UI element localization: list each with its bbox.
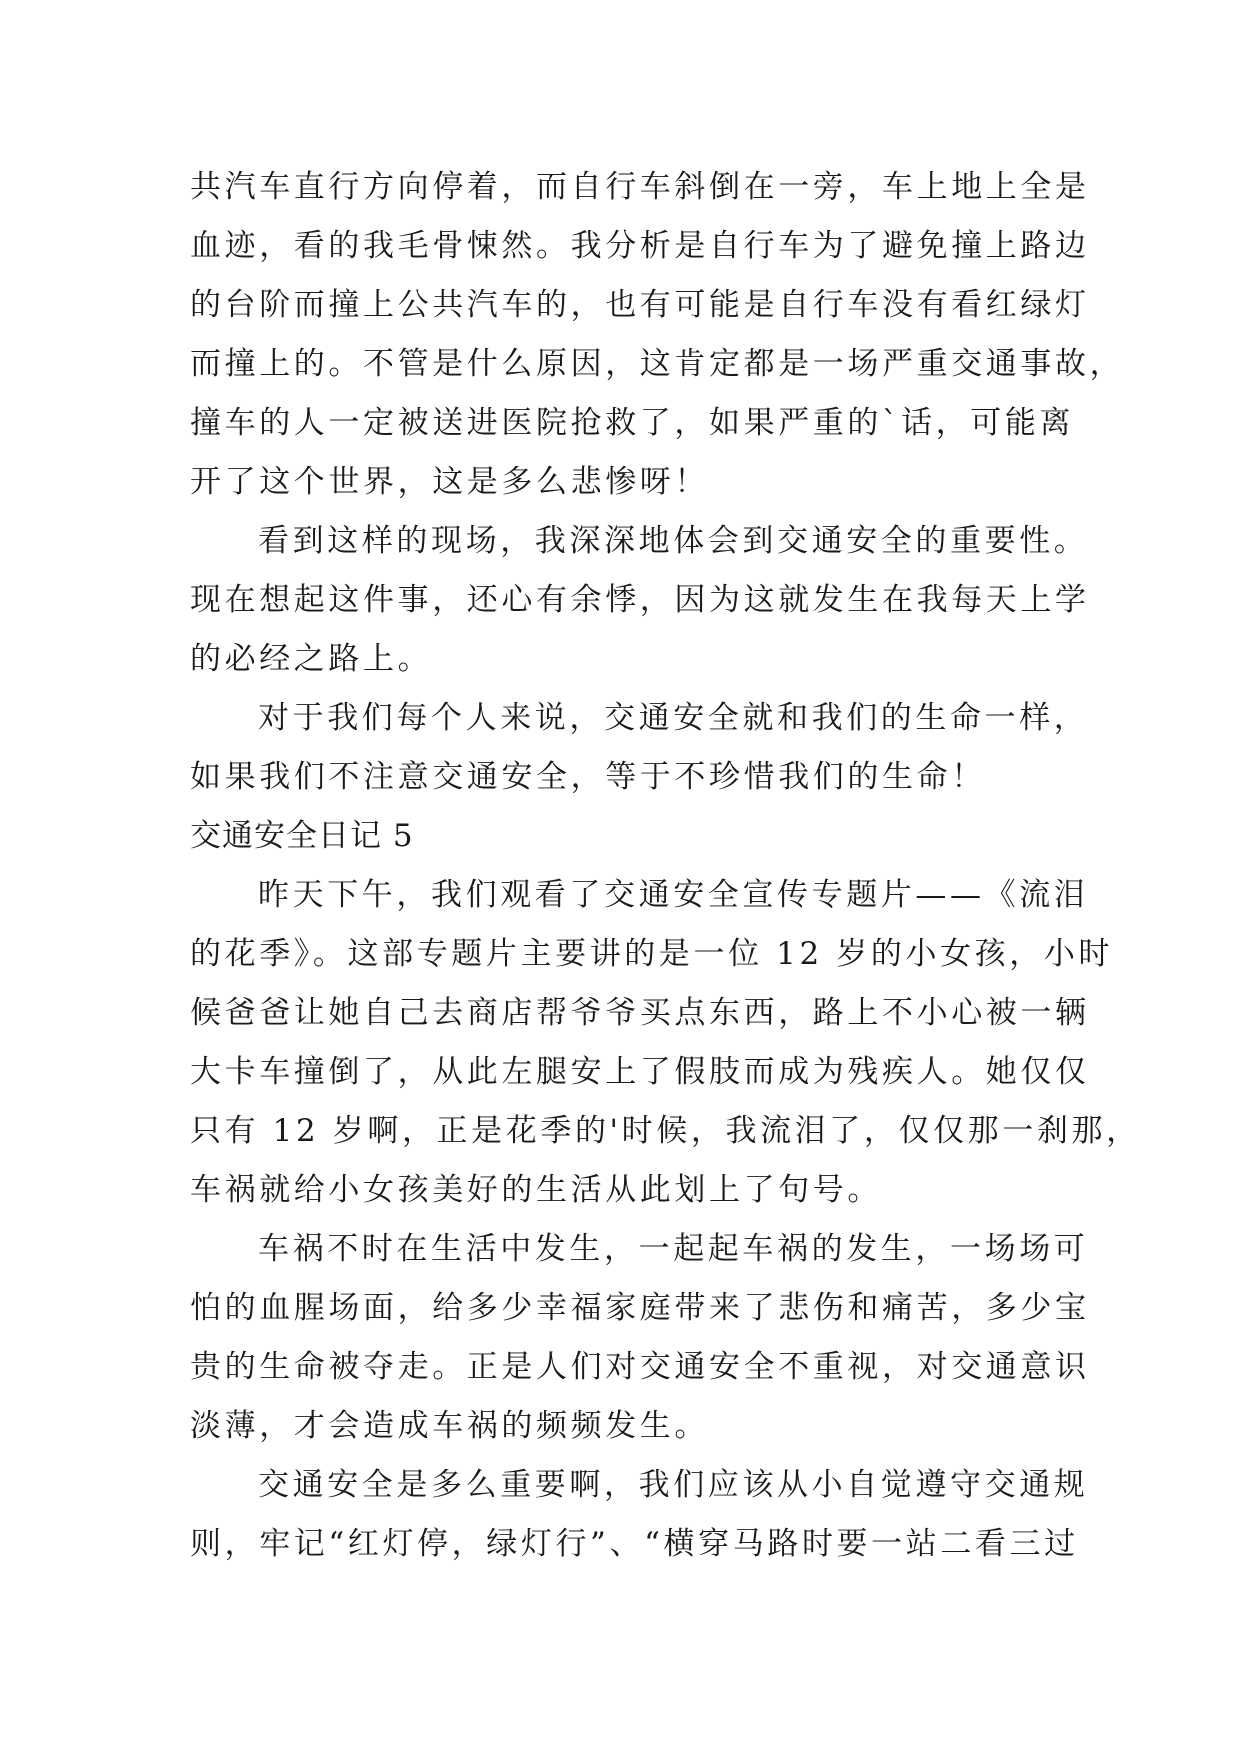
document-body xyxy=(190,158,1141,1574)
section-heading: 交通安全日记 5 xyxy=(190,818,414,854)
text-line: 看到这样的现场，我深深地体会到交通安全的重要性。 xyxy=(258,523,1089,559)
text-line: 撞车的人一定被送进医院抢救了，如果严重的`话，可能离 xyxy=(190,405,1075,441)
text-line: 车祸不时在生活中发生，一起起车祸的发生，一场场可 xyxy=(258,1231,1089,1267)
text-line: 对于我们每个人来说，交通安全就和我们的生命一样， xyxy=(258,700,1089,736)
text-line: 只有 12 岁啊，正是花季的'时候，我流泪了，仅仅那一刹那， xyxy=(190,1113,1141,1149)
text-line: 昨天下午，我们观看了交通安全宣传专题片——《流泪 xyxy=(258,877,1089,913)
text-line: 的花季》。这部专题片主要讲的是一位 12 岁的小女孩，小时 xyxy=(190,936,1114,972)
text-line: 则，牢记“红灯停，绿灯行”、“横穿马路时要一站二看三过 xyxy=(190,1526,1079,1562)
text-line: 贵的生命被夺走。正是人们对交通安全不重视，对交通意识 xyxy=(190,1349,1090,1385)
text-line: 车祸就给小女孩美好的生活从此划上了句号。 xyxy=(190,1172,882,1208)
text-line: 开了这个世界，这是多么悲惨呀！ xyxy=(190,464,709,500)
text-line: 而撞上的。不管是什么原因，这肯定都是一场严重交通事故， xyxy=(190,346,1125,382)
text-line: 共汽车直行方向停着，而自行车斜倒在一旁，车上地上全是 xyxy=(190,169,1090,205)
text-line: 如果我们不注意交通安全，等于不珍惜我们的生命！ xyxy=(190,759,986,795)
text-line: 的必经之路上。 xyxy=(190,641,433,677)
text-line: 血迹，看的我毛骨悚然。我分析是自行车为了避免撞上路边 xyxy=(190,228,1090,264)
text-line: 交通安全是多么重要啊，我们应该从小自觉遵守交通规 xyxy=(258,1467,1089,1503)
text-line: 现在想起这件事，还心有余悸，因为这就发生在我每天上学 xyxy=(190,582,1090,618)
text-line: 的台阶而撞上公共汽车的，也有可能是自行车没有看红绿灯 xyxy=(190,287,1090,323)
text-line: 大卡车撞倒了，从此左腿安上了假肢而成为残疾人。她仅仅 xyxy=(190,1054,1090,1090)
text-line: 淡薄，才会造成车祸的频频发生。 xyxy=(190,1408,709,1444)
text-line: 怕的血腥场面，给多少幸福家庭带来了悲伤和痛苦，多少宝 xyxy=(190,1290,1090,1326)
text-line: 候爸爸让她自己去商店帮爷爷买点东西，路上不小心被一辆 xyxy=(190,995,1090,1031)
